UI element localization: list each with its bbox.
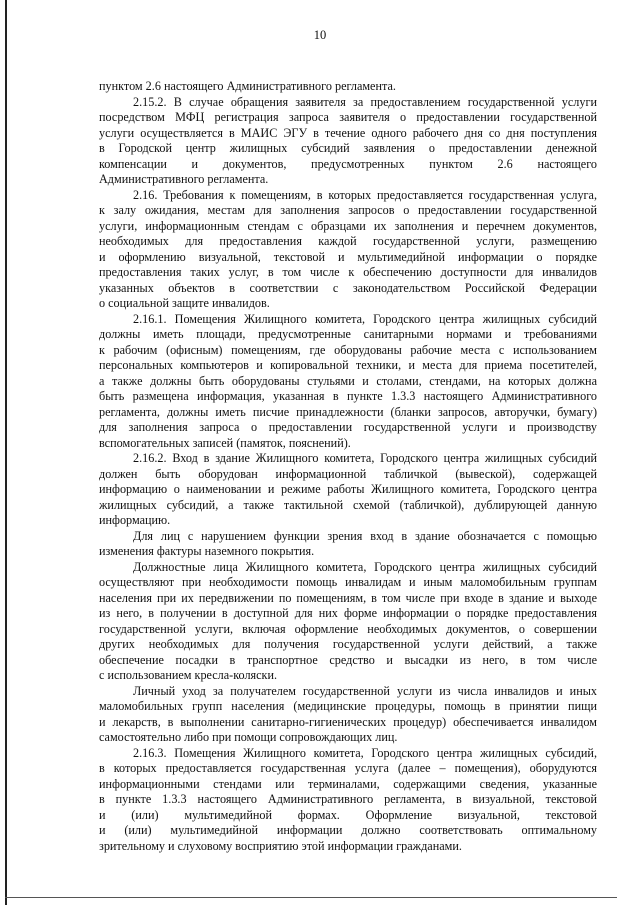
text-line: изменения фактуры наземного покрытия. — [99, 544, 315, 558]
document-body — [99, 79, 597, 854]
text-line: населения при их передвижении по помещениям, в том числе при входе в здание и выходе — [99, 590, 597, 605]
paragraph-p2-16-2 — [99, 451, 597, 529]
text-line: информацию о наименовании и режиме работы Жилищного комитета, Городского центра — [99, 482, 597, 496]
text-line: к рабочим (офисным) помещениям, где оборудованы рабочие места с использованием — [99, 342, 597, 357]
text-line: в которых предоставляется государственная услуга (далее – помещения), оборудуются — [99, 761, 597, 775]
text-line: Должностные лица Жилищного комитета, Городского центра жилищных субсидий — [133, 559, 597, 574]
text-line: о социальной защите инвалидов. — [99, 296, 270, 310]
text-line: а также должны быть оборудованы стульями и столами, стендами, на которых должна — [99, 373, 597, 388]
text-line: 2.16.3. Помещения Жилищного комитета, Городского центра жилищных субсидий, — [133, 745, 597, 760]
text-line: и лекарств, в выполнении санитарно-гигиенических процедур) обеспечивается инвалидом — [99, 714, 597, 729]
text-line: информацию. — [99, 513, 171, 527]
paragraph-p-vision — [99, 529, 597, 560]
text-line: самостоятельно либо при помощи сопровождающих лиц. — [99, 730, 398, 744]
paragraph-p2-15-2 — [99, 95, 597, 188]
text-line: необходимых для предоставления каждой государственной услуги, размещению — [99, 234, 597, 248]
text-line: должен быть оборудован информационной табличкой (вывеской), содержащей — [99, 466, 597, 481]
text-line: информационными стендами или терминалами, содержащими сведения, указанные — [99, 776, 597, 791]
paragraph-p1 — [99, 79, 597, 95]
text-line: обеспечение посадки в транспортное средство и высадки из него, в том числе — [99, 652, 597, 667]
text-line: осуществляют при необходимости помощь инвалидам и иным маломобильным группам — [99, 575, 597, 589]
paragraph-p-care — [99, 684, 597, 746]
text-line: из него, в получении в доступной для них форме информации о порядке предоставления — [99, 606, 597, 620]
text-line: 2.16.1. Помещения Жилищного комитета, Городского центра жилищных субсидий — [133, 311, 597, 326]
text-line: других необходимых для получения государственной услуги действий, а также — [99, 637, 597, 651]
text-line: вспомогательных записей (памяток, пояснений). — [99, 435, 351, 450]
paragraph-p2-16 — [99, 188, 597, 312]
text-line: Для лиц с нарушением функции зрения вход в здание обозначается с помощью — [133, 528, 597, 543]
text-line: и оформлению визуальной, текстовой и мультимедийной информации о порядке — [99, 249, 597, 264]
text-line: к залу ожидания, местам для заполнения запросов о предоставлении государственной — [99, 203, 597, 217]
text-line: 2.16.2. Вход в здание Жилищного комитета, Городского центра жилищных субсидий — [133, 451, 597, 465]
text-line: 2.16. Требования к помещениям, в которых предоставляется государственная услуга, — [133, 187, 597, 202]
text-line: указанных объектов в соответствии с законодательством Российской Федерации — [99, 280, 597, 295]
left-margin-rule — [5, 0, 7, 905]
text-line: регламента, должны иметь писчие принадлежности (бланки запросов, авторучки, бумагу) — [99, 404, 597, 419]
text-line: 2.15.2. В случае обращения заявителя за предоставлением государственной услуги — [133, 94, 597, 109]
text-line: маломобильных групп населения (медицинские процедуры, помощь в принятии пищи — [99, 699, 597, 713]
text-line: зрительному и слуховому восприятию этой информации гражданами. — [99, 838, 462, 853]
text-line: и (или) мультимедийной информации должно соответствовать оптимальному — [99, 823, 597, 837]
text-line: Административного регламента. — [99, 172, 269, 186]
text-line: персональных компьютеров и копировальной техники, и места для приема посетителей, — [99, 358, 597, 372]
text-line: быть размещена информация, указанная в пункте 1.3.3 настоящего Административного — [99, 389, 597, 403]
text-line: посредством МФЦ регистрация запроса заявителя о предоставлении государственной — [99, 110, 597, 124]
text-line: Личный уход за получателем государственной услуги из числа инвалидов и иных — [133, 683, 597, 698]
paragraph-p2-16-1 — [99, 312, 597, 452]
text-line: в пункте 1.3.3 настоящего Административного регламента, в визуальной, текстовой — [99, 792, 597, 806]
text-line: с использованием кресла-коляски. — [99, 668, 278, 682]
text-line: услуги осуществляется в МАИС ЭГУ в течение одного рабочего дня со дня поступления — [99, 125, 597, 140]
text-line: и (или) мультимедийной формах. Оформление визуальной, текстовой — [99, 807, 597, 822]
paragraph-p-officials — [99, 560, 597, 684]
paragraph-p2-16-3 — [99, 746, 597, 855]
text-line: компенсации и документов, предусмотренных пунктом 2.6 настоящего — [99, 156, 597, 171]
text-line: должны иметь площади, предусмотренные санитарными нормами и требованиями — [99, 327, 597, 341]
text-line: для заполнения запроса о предоставлении государственной услуги и производству — [99, 420, 597, 434]
text-line: предоставления таких услуг, в том числе к обеспечению доступности для инвалидов — [99, 265, 597, 279]
text-line: пунктом 2.6 настоящего Административного регламента. — [99, 79, 396, 93]
text-line: жилищных субсидий, а также тактильной схемой (табличкой), дублирующей данную — [99, 497, 597, 512]
bottom-margin-rule — [5, 897, 617, 898]
page-number: 10 — [313, 28, 327, 42]
text-line: услуги, информационным стендам с образцами их заполнения и перечнем документов, — [99, 218, 597, 233]
text-line: в Городской центр жилищных субсидий заявления о предоставлении денежной — [99, 141, 597, 155]
text-line: государственной услуги, включая оформление необходимых документов, о совершении — [99, 621, 597, 636]
